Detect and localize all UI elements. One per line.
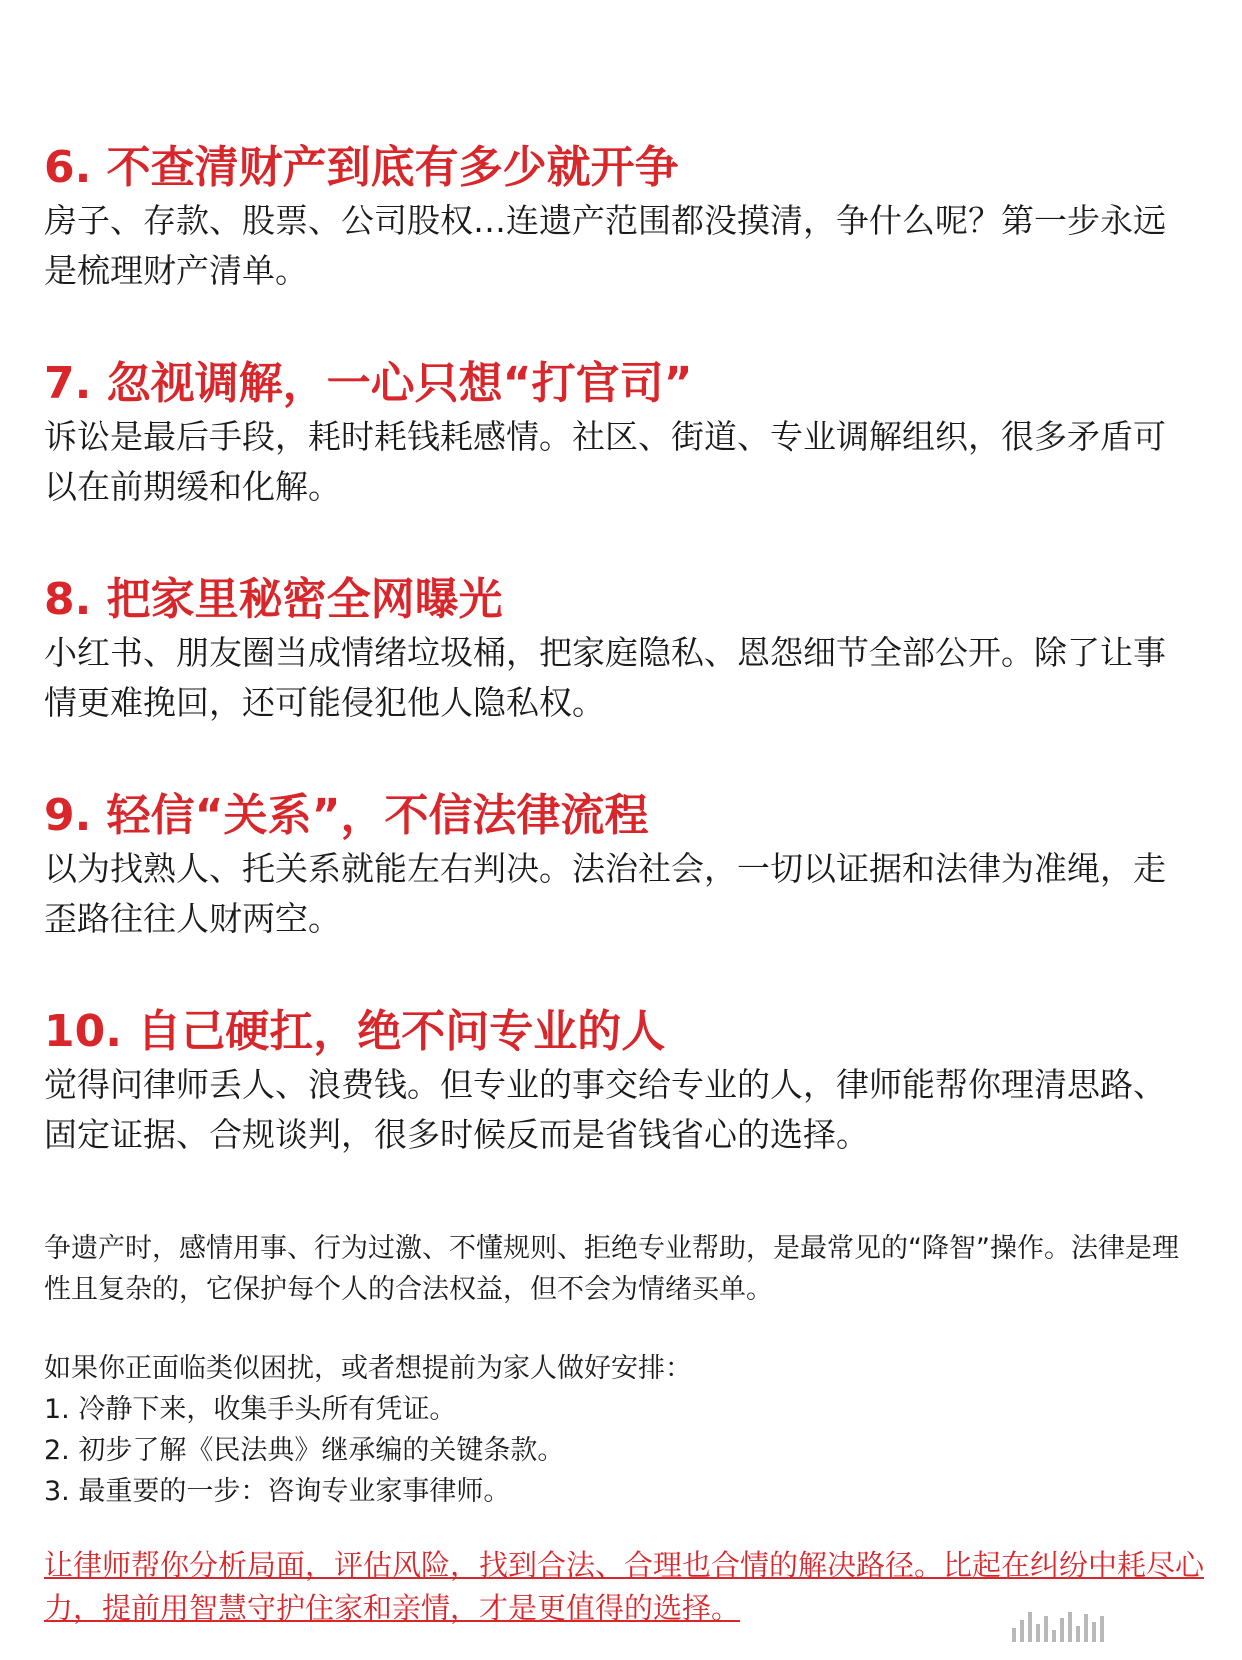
advice-item-3: 3. 最重要的一步：咨询专业家事律师。 bbox=[44, 1476, 511, 1507]
tip-section-6 bbox=[44, 140, 1194, 296]
tip-title-9: 9. 轻信“关系”，不信法律流程 bbox=[44, 790, 649, 841]
tip-body-6: 房子、存款、股票、公司股权…连遗产范围都没摸清，争什么呢？第一步永远是梳理财产清单。 bbox=[44, 201, 1166, 290]
tip-body-8: 小红书、朋友圈当成情绪垃圾桶，把家庭隐私、恩怨细节全部公开。除了让事情更难挽回，还可能侵犯他人隐私权。 bbox=[44, 633, 1166, 722]
tip-body-10: 觉得问律师丢人、浪费钱。但专业的事交给专业的人，律师能帮你理清思路、固定证据、合规谈判，很多时候反而是省钱省心的选择。 bbox=[44, 1065, 1166, 1154]
advice-block bbox=[44, 1348, 1194, 1512]
tip-section-9 bbox=[44, 788, 1194, 944]
tip-section-10 bbox=[44, 1004, 1194, 1160]
tip-body-7: 诉讼是最后手段，耗时耗钱耗感情。社区、街道、专业调解组织，很多矛盾可以在前期缓和化解。 bbox=[44, 417, 1166, 506]
tip-body-9: 以为找熟人、托关系就能左右判决。法治社会，一切以证据和法律为准绳，走歪路往往人财两空。 bbox=[44, 849, 1166, 938]
tip-title-10: 10. 自己硬扛，绝不问专业的人 bbox=[44, 1006, 666, 1057]
tip-title-7: 7. 忽视调解，一心只想“打官司” bbox=[44, 358, 693, 409]
advice-item-1: 1. 冷静下来，收集手头所有凭证。 bbox=[44, 1394, 457, 1425]
tip-section-7 bbox=[44, 356, 1194, 512]
tip-section-8 bbox=[44, 572, 1194, 728]
tip-title-6: 6. 不查清财产到底有多少就开争 bbox=[44, 142, 679, 193]
call-to-action-text: 让律师帮你分析局面，评估风险，找到合法、合理也合情的解决路径。比起在纠纷中耗尽心力，提前用智慧守护住家和亲情，才是更值得的选择。 bbox=[44, 1548, 1205, 1625]
tip-title-8: 8. 把家里秘密全网曝光 bbox=[44, 574, 503, 625]
advice-intro: 如果你正面临类似困扰，或者想提前为家人做好安排： bbox=[44, 1353, 692, 1384]
watermark-logo bbox=[1012, 1606, 1212, 1642]
summary-paragraph: 争遗产时，感情用事、行为过激、不懂规则、拒绝专业帮助，是最常见的“降智”操作。法律是理性且复杂的，它保护每个人的合法权益，但不会为情绪买单。 bbox=[44, 1233, 1179, 1305]
advice-item-2: 2. 初步了解《民法典》继承编的关键条款。 bbox=[44, 1435, 565, 1466]
